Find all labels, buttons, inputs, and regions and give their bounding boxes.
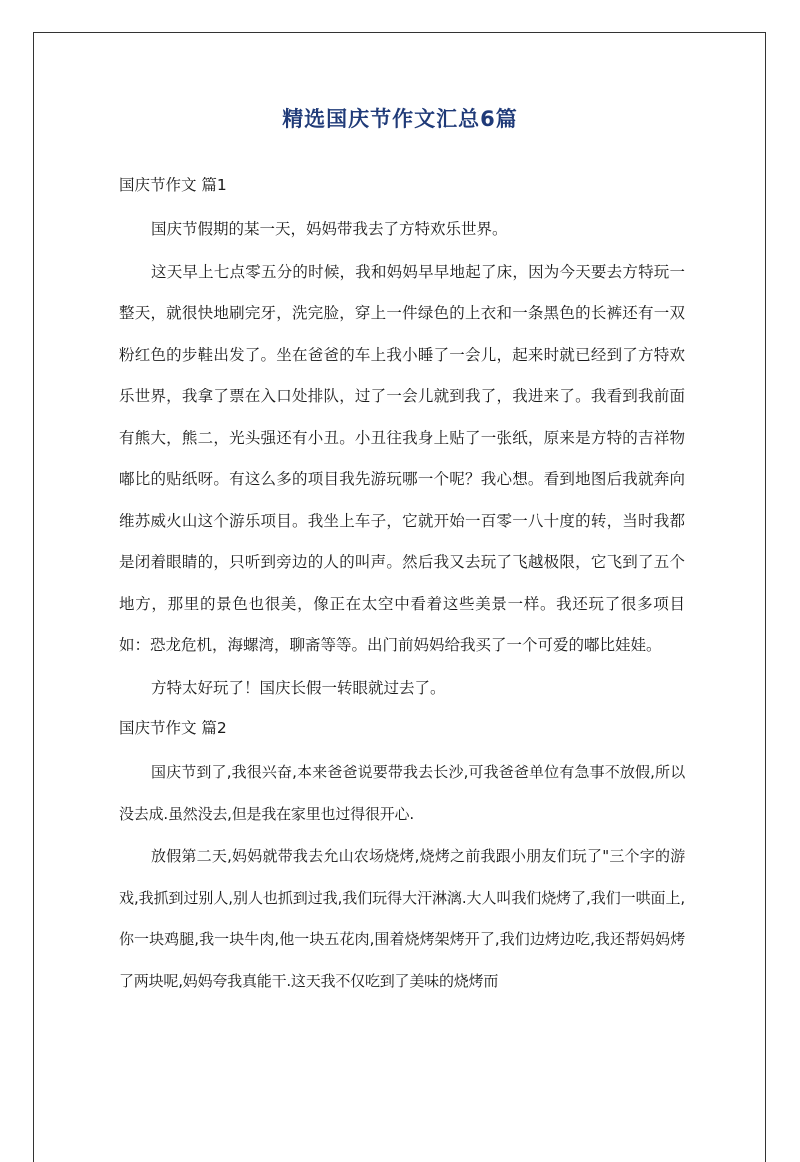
section-1 [119, 167, 685, 709]
paragraph: 国庆节到了,我很兴奋,本来爸爸说要带我去长沙,可我爸爸单位有急事不放假,所以没去成.虽然没去,但是我在家里也过得很开心. [119, 763, 685, 823]
paragraph: 放假第二天,妈妈就带我去允山农场烧烤,烧烤之前我跟小朋友们玩了"三个字的游戏,我抓到过别人,别人也抓到过我,我们玩得大汗淋漓.大人叫我们烧烤了,我们一哄面上,你一块鸡腿,我一块牛肉,他一块五花肉,围着烧烤架烤开了,我们边烤边吃,我还帮妈妈烤了两块呢,妈妈夸我真能干.这天我不仅吃到了美味的烧烤而 [119, 847, 685, 990]
paragraph: 国庆节假期的某一天，妈妈带我去了方特欢乐世界。 [151, 220, 508, 238]
section-2 [119, 710, 685, 1002]
paragraph: 这天早上七点零五分的时候，我和妈妈早早地起了床，因为今天要去方特玩一整天，就很快地刷完牙，洗完脸，穿上一件绿色的上衣和一条黑色的长裤还有一双粉红色的步鞋出发了。坐在爸爸的车上我小睡了一会儿，起来时就已经到了方特欢乐世界，我拿了票在入口处排队，过了一会儿就到我了，我进来了。我看到我前面有熊大，熊二，光头强还有小丑。小丑往我身上贴了一张纸，原来是方特的吉祥物嘟比的贴纸呀。有这么多的项目我先游玩哪一个呢？我心想。看到地图后我就奔向维苏威火山这个游乐项目。我坐上车子，它就开始一百零一八十度的转，当时我都是闭着眼睛的，只听到旁边的人的叫声。然后我又去玩了飞越极限，它飞到了五个地方，那里的景色也很美，像正在太空中看着这些美景一样。我还玩了很多项目如：恐龙危机，海螺湾，聊斋等等。出门前妈妈给我买了一个可爱的嘟比娃娃。 [119, 262, 685, 654]
section-heading: 国庆节作文 篇2 [119, 719, 227, 737]
paragraph: 方特太好玩了！国庆长假一转眼就过去了。 [151, 678, 446, 697]
section-heading: 国庆节作文 篇1 [119, 176, 227, 194]
document-body [119, 167, 685, 1003]
document-title: 精选国庆节作文汇总6篇 [282, 107, 518, 131]
